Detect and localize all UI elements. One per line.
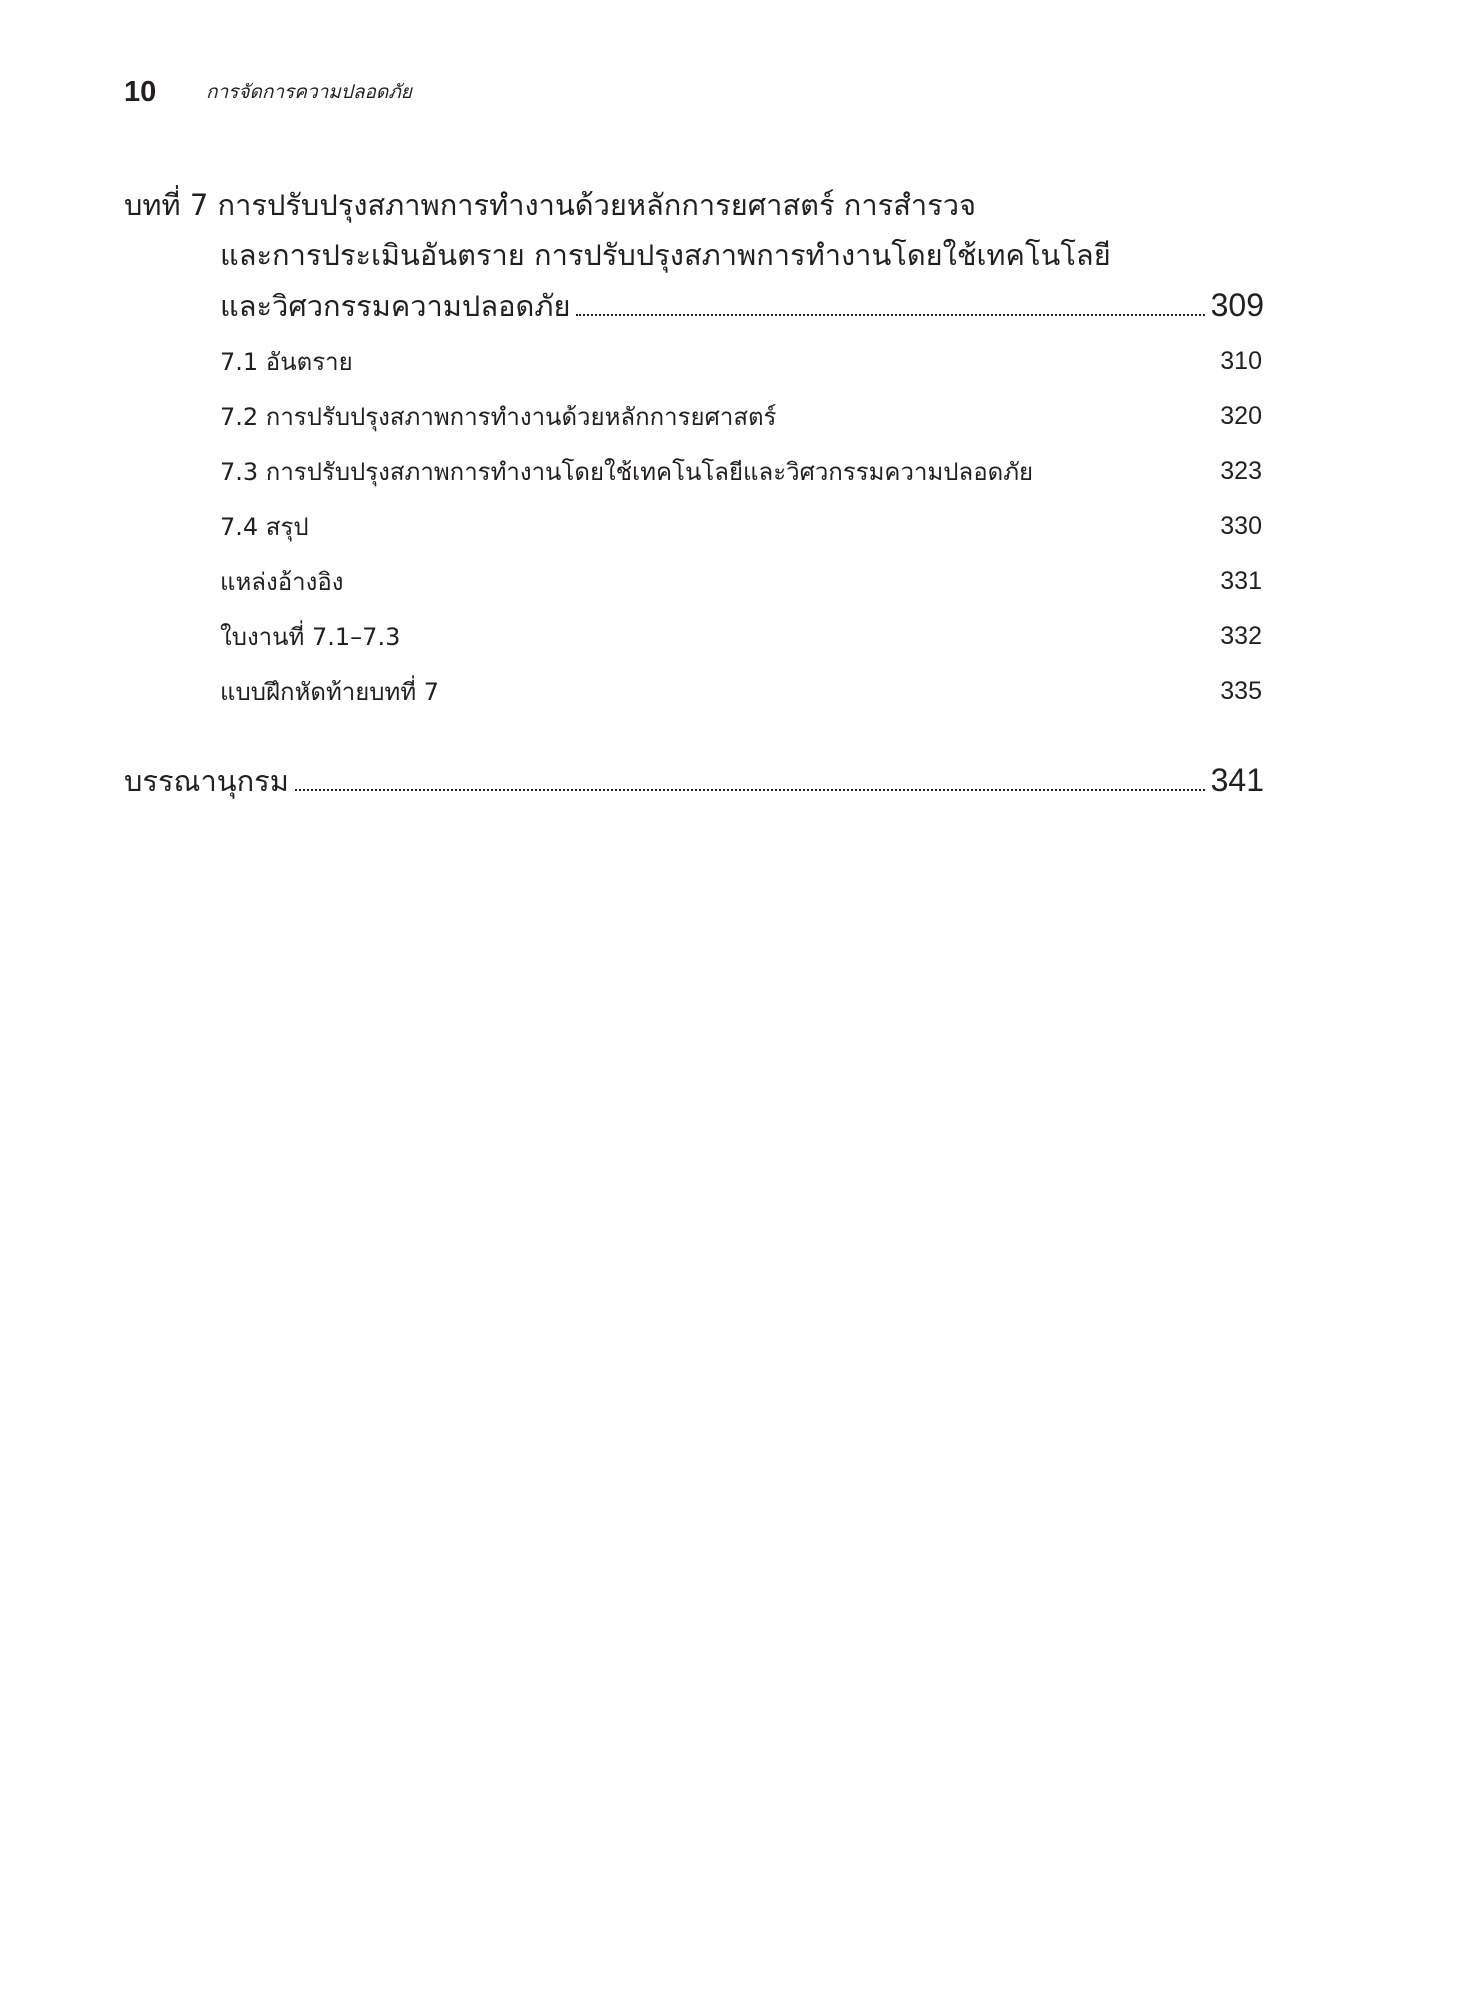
section-list <box>124 334 1264 719</box>
toc-entry-label: 7.2 การปรับปรุงสภาพการทำงานด้วยหลักการยศาสตร์ <box>220 403 777 431</box>
chapter-title-line-2: และการประเมินอันตราย การปรับปรุงสภาพการทำงานโดยใช้เทคโนโลยี <box>220 238 1111 272</box>
toc-entry-page: 310 <box>1220 347 1262 375</box>
toc-entry-page: 332 <box>1220 622 1262 650</box>
toc-entry-label: 7.1 อันตราย <box>220 348 353 376</box>
page-number: 10 <box>124 75 157 108</box>
toc-entry-7-2 <box>220 389 1264 444</box>
bibliography-page-number: 341 <box>1210 762 1264 798</box>
page-header <box>124 72 412 112</box>
toc-entry-label: 7.4 สรุป <box>220 513 309 541</box>
chapter-title-line-3-text: และวิศวกรรมความปลอดภัย <box>220 289 571 323</box>
toc-entry-7-4 <box>220 499 1264 554</box>
running-title: การจัดการความปลอดภัย <box>206 81 412 103</box>
toc-entry-page: 330 <box>1220 512 1262 540</box>
toc-entry-label: 7.3 การปรับปรุงสภาพการทำงานโดยใช้เทคโนโลยีและวิศวกรรมความปลอดภัย <box>220 458 1034 486</box>
toc-entry-label: แบบฝึกหัดท้ายบทที่ 7 <box>220 678 440 706</box>
toc-entry-worksheets <box>220 609 1264 664</box>
toc-entry-bibliography <box>124 755 1264 805</box>
toc-entry-page: 335 <box>1220 677 1262 705</box>
toc-entry-label: ใบงานที่ 7.1–7.3 <box>220 623 401 651</box>
chapter-title-line-3 <box>124 280 1264 330</box>
toc-entry-page: 320 <box>1220 402 1262 430</box>
chapter-title-line-1: บทที่ 7 การปรับปรุงสภาพการทำงานด้วยหลักการยศาสตร์ การสำรวจ <box>124 188 977 222</box>
toc-entry-exercises <box>220 664 1264 719</box>
toc-entry-label: แหล่งอ้างอิง <box>220 568 344 596</box>
table-of-contents <box>124 180 1264 805</box>
toc-entry-page: 323 <box>1220 457 1262 485</box>
toc-entry-7-3 <box>220 444 1264 499</box>
toc-entry-page: 331 <box>1220 567 1262 595</box>
toc-entry-references <box>220 554 1264 609</box>
bibliography-label: บรรณานุกรม <box>124 764 289 798</box>
dot-leader <box>576 314 1204 316</box>
toc-entry-7-1 <box>220 334 1264 389</box>
dot-leader <box>295 789 1205 791</box>
chapter-page-number: 309 <box>1210 287 1264 323</box>
